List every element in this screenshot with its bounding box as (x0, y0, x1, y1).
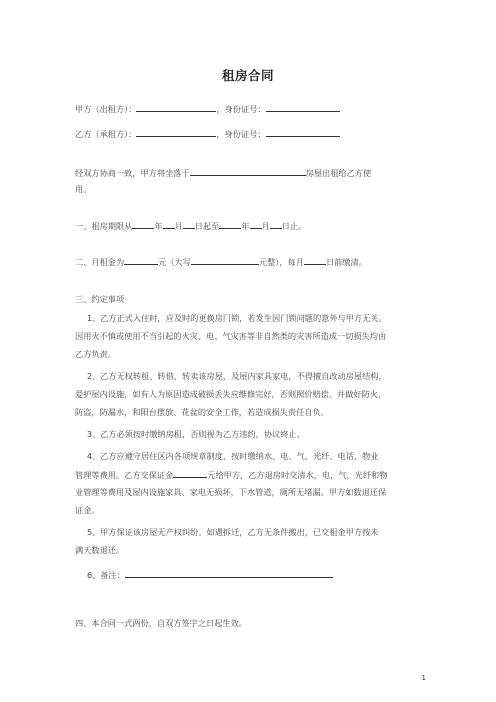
rent-capital-label: 元（大写 (158, 257, 191, 267)
party-b-id-label: ，身份证号： (216, 129, 266, 139)
rent-capital-blank (191, 255, 259, 265)
item-4-line-3: 业管理等费用及屋内设施家具、家电无损坏，下水管道，厕所无堵漏。甲方如数退还保 (75, 487, 387, 497)
end-day-blank (270, 219, 282, 229)
item-5-number: 5、 (87, 528, 101, 537)
monthly-label: 元整），每月 (258, 257, 304, 267)
item-1-line-1 (87, 312, 447, 325)
party-b-label: 乙方（承租方）： (75, 129, 137, 139)
year-label: 年 (154, 221, 163, 231)
item-2-line-2: 爱护屋内设施，如有人为原因造成破损丢失应维修完好，否则照价赔偿。并做好防火， (75, 389, 387, 399)
item-3-number: 3、 (87, 430, 101, 439)
party-b-name-blank (136, 127, 216, 137)
item-4-text-2: 管理等费用。乙方交保证金 (75, 470, 174, 480)
year-label-2: 年 (241, 221, 250, 231)
due-day-blank (304, 255, 326, 265)
intro-line-2 (75, 183, 435, 195)
party-a-line (75, 102, 435, 115)
section-4: 四、本合同一式两份，自双方签字之日起生效。 (75, 618, 247, 628)
section-1-term (75, 219, 435, 232)
month-label-2: 月 (261, 221, 270, 231)
until-label: 日止。 (281, 221, 307, 231)
item-1-line-2: 因用火不慎或使用不当引起的火灾、电、气灾害等非自然类的灾害所造成一切损失均由 (75, 331, 387, 341)
item-1-line-3: 乙方负责。 (75, 349, 116, 359)
intro-text-3: 用。 (75, 184, 92, 194)
intro-text-1: 经双方协商一致，甲方将坐落于 (75, 168, 190, 178)
section-3-heading: 三、约定事项 (75, 294, 125, 304)
item-2-text-1: 乙方无权转租、转借、转卖该房屋，及屋内家具家电，不得擅自改动房屋结构， (100, 371, 387, 381)
party-a-id-label: ，身份证号： (216, 104, 266, 114)
item-1-text-1: 乙方正式入住时，应及时的更换房门锁，若发生因门锁问题的意外与甲方无关。 (100, 313, 387, 323)
item-2-line-1 (87, 370, 447, 383)
rent-label: 二、月租金为 (75, 257, 125, 267)
due-label: 日前缴清。 (325, 257, 367, 267)
intro-line-1 (75, 166, 435, 179)
item-4-text-2b: 元给甲方，乙方退房时交清水，电，气，光纤和物 (207, 470, 388, 480)
end-year-blank (219, 219, 241, 229)
document-title: 租房合同 (221, 68, 274, 83)
intro-text-2: 房屋出租给乙方使 (305, 168, 372, 178)
item-4-line-4: 证金。 (75, 505, 100, 515)
property-address-blank (190, 166, 306, 176)
item-4-number: 4、 (87, 452, 101, 461)
item-2-number: 2、 (87, 372, 101, 381)
party-a-id-blank (266, 102, 340, 112)
party-b-id-blank (266, 127, 340, 137)
item-3-line-1 (87, 428, 447, 441)
page-number: 1 (421, 674, 426, 682)
party-a-label: 甲方（出租方）： (75, 104, 137, 114)
month-label: 月 (174, 221, 183, 231)
item-4-line-1 (87, 450, 447, 463)
start-year-blank (132, 219, 154, 229)
end-month-blank (250, 219, 262, 229)
remarks-blank (125, 568, 333, 578)
deposit-amount-blank (173, 468, 207, 478)
start-day-blank (183, 219, 195, 229)
item-6-line-1 (87, 568, 447, 582)
term-label: 一、租房期限从 (75, 221, 133, 231)
item-3-text-1: 乙方必须按时缴纳房租，否则视为乙方违约，协议终止。 (100, 429, 305, 439)
from-label: 日起至 (194, 221, 220, 231)
item-5-line-1 (87, 526, 447, 539)
item-5-line-2: 满天数退还。 (75, 545, 125, 555)
item-2-line-3: 防盗，防漏水，和阳台摆放、花盆的安全工作，若造成损失责任自负。 (75, 407, 329, 417)
item-4-line-2 (75, 468, 435, 481)
item-6-remarks-label: 备注： (100, 570, 125, 580)
item-1-number: 1、 (87, 314, 101, 323)
rent-amount-blank (124, 255, 158, 265)
section-2-rent (75, 255, 435, 268)
item-6-number: 6、 (87, 571, 101, 580)
item-5-text-1: 甲方保证该房屋无产权纠纷。如遇拆迁，乙方无条件搬出，已交租金甲方按未 (100, 527, 379, 537)
start-month-blank (163, 219, 175, 229)
item-4-text-1: 乙方应遵守居住区内各项规章制度，按时缴纳水、电、气、光纤、电话、物业 (100, 451, 379, 461)
party-a-name-blank (136, 102, 216, 112)
party-b-line (75, 127, 435, 140)
